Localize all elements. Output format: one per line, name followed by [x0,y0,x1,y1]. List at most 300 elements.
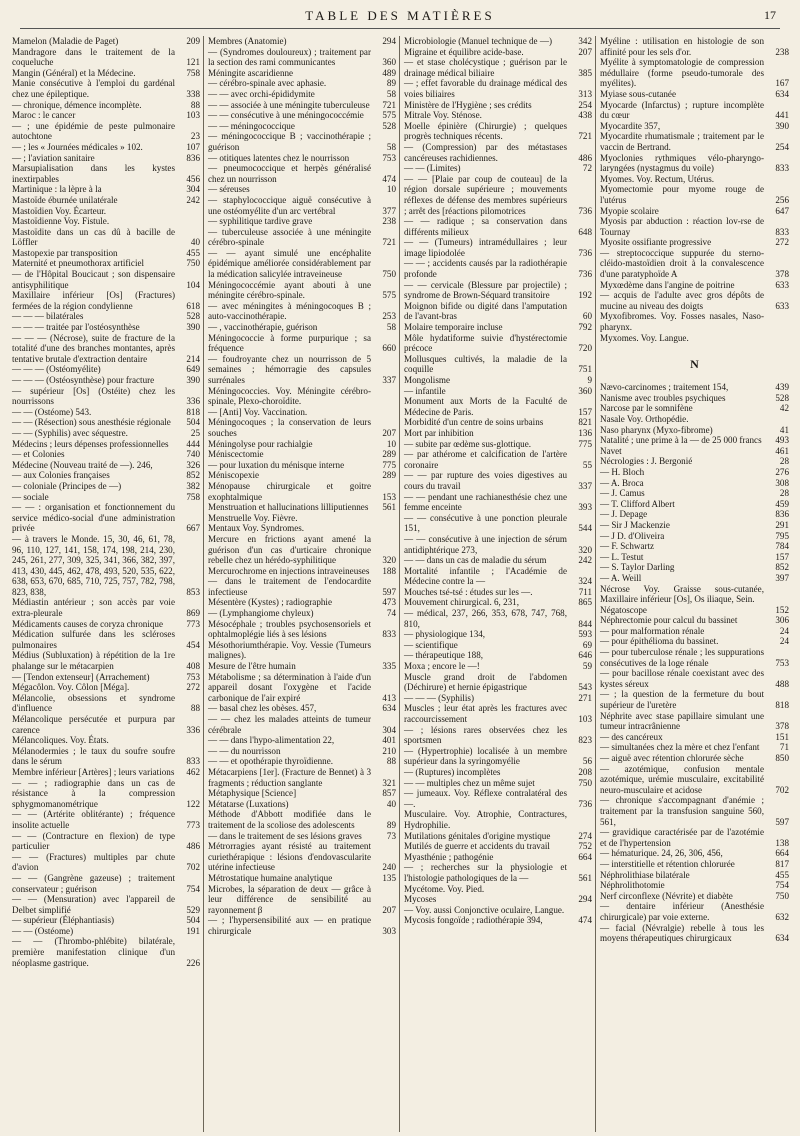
index-entry [600,248,789,280]
index-entry [208,47,396,68]
page-reference: 821 [578,417,592,428]
index-entry [12,449,200,460]
index-entry [208,89,396,100]
index-entry [208,195,396,216]
index-entry [208,121,396,132]
entry-text: Membre inférieur [Artères] ; leurs variations [12,766,175,777]
entry-text: Myocardite 357, [600,120,661,131]
entry-text: Myomes. Voy. Rectum, Utérus. [600,173,715,184]
entry-text: Nerf circonflexe (Névrite) et diabète [600,890,733,901]
page-reference: 634 [382,703,396,714]
page-reference: 10 [386,184,396,195]
index-entry [404,629,592,640]
index-entry [12,258,200,269]
index-entry [12,767,200,778]
entry-text: Myxomes. Voy. Langue. [600,332,689,343]
index-entry [404,449,592,470]
page-reference: 390 [186,375,200,385]
index-entry [208,873,396,884]
index-entry [12,682,200,693]
index-entry [12,333,200,365]
index-entry [208,523,396,534]
page-reference: 667 [186,523,200,534]
entry-text: — à travers le Monde. 15, 30, 46, 61, 78, 96, 110, 127, 141, 158, 174, 198, 214, 230, 245, 261, 277, 309, 325, 341, 366, 382, 397, 413, 430, 445, 462, 478, 493, 520, 535, 622, 638, 653, 670, 685, 710, 725, 757, 782, 798, 823, 838, [12,533,175,597]
page-reference: 504 [186,915,200,926]
index-entry [12,100,200,111]
index-entry [208,407,396,418]
entry-text: — scientifique [404,639,458,650]
entry-text: — — dans un cas de maladie du sérum [404,555,547,566]
index-entry [12,407,200,418]
entry-text: Mortalité infantile ; l'Académie de Médecine contre la — [404,565,567,587]
index-entry [600,153,789,174]
index-entry [208,227,396,248]
entry-text: Métabolisme ; sa détermination à l'aide d'un appareil dosant l'oxygène et l'acide carbonique de l'air expiré [208,671,371,703]
entry-text: Mort par inhibition [404,427,474,438]
index-entry [208,788,396,799]
index-entry [404,852,592,863]
index-entry [404,301,592,322]
index-entry [404,831,592,842]
index-entry [208,608,396,619]
page-reference: 852 [186,470,200,481]
page-reference: 597 [382,586,396,597]
index-entry [12,460,200,471]
index-entry [208,566,396,577]
index-entry [12,492,200,503]
entry-text: Mollusques cultivés, la maladie de la coquille [404,353,567,375]
entry-text: — streptococcique suppurée du sterno-cléido-mastoïdien droit à la convalescence d'une paratyphoïde A [600,247,764,280]
index-entry [208,809,396,830]
entry-text: Myiase sous-cutanée [600,88,677,99]
index-entry [208,756,396,767]
index-entry [12,831,200,852]
page-reference: 474 [382,173,396,184]
index-entry [600,605,789,616]
entry-text: — — (Syphilis) avec séquestre. [12,427,128,438]
index-entry [404,841,592,852]
index-entry [600,732,789,743]
page-reference: 151 [775,731,789,742]
entry-text: Nécrose Voy. Graisse sous-cutanée, Maxillaire inférieur [Os], Os iliaque, Sein. [600,583,764,605]
page-reference: 736 [578,798,592,809]
index-entry [600,174,789,185]
page-reference: 338 [186,88,200,99]
entry-text: Moelle épinière (Chirurgie) ; quelques progrès techniques récents. [404,120,567,142]
index-entry [404,333,592,354]
index-entry [208,481,396,502]
page-reference: 753 [775,657,789,668]
page-reference: 337 [578,480,592,491]
entry-text: — A. Weill [600,572,642,583]
entry-text: — — ; radiographie dans un cas de résistance à la compression sphygmomanométrique [12,777,175,809]
entry-text: Moxa ; encore le —! [404,661,480,672]
page-reference: 336 [186,396,200,407]
page-reference: 320 [382,555,396,566]
entry-text: Méningolyse pour rachialgie [208,438,313,449]
index-entry [600,923,789,944]
page-reference: 439 [775,382,789,393]
page-reference: 455 [775,869,789,880]
index-entry [12,311,200,322]
page-reference: 632 [775,911,789,922]
entry-text: Métacarpiens [1er]. (Fracture de Bennet) à 3 fragments ; réduction sanglante [208,766,371,788]
index-entry [404,809,592,830]
index-entry [404,322,592,333]
entry-text: Nasale Voy. Orthopédie. [600,414,689,424]
index-entry [208,884,396,916]
page-reference: 242 [186,194,200,205]
entry-text: — chronique, démence incomplète. [12,99,142,110]
entry-text: — acquis de l'adulte avec gros dépôts de mucine au niveau des doigts [600,290,764,311]
index-entry [208,280,396,301]
entry-text: Nécrologies : J. Bergonié [600,456,693,467]
page-reference: 795 [775,530,789,541]
index-columns [8,36,794,1132]
entry-text: — — (Mensuration) avec l'appareil de Delbet simplifié [12,894,175,915]
page-reference: 634 [775,88,789,99]
index-entry [600,206,789,217]
page-reference: 853 [186,586,200,597]
entry-text: — — — (Ostéosynthèse) pour fracture [12,375,155,385]
entry-text: Néphrolithiase bilatérale [600,869,690,880]
page-reference: 69 [582,639,592,650]
entry-text: Mycoses [404,894,437,905]
entry-text: Mésocéphale ; troubles psychosensoriels et ophtalmoplégie liés à ses lésions [208,618,371,640]
page-reference: 209 [186,36,200,46]
index-entry [208,714,396,735]
index-entry [600,573,789,584]
index-entry [404,746,592,767]
page-reference: 721 [382,99,396,110]
section-letter: N [690,357,699,372]
entry-text: — — (Fractures) multiples par chute d'avion [12,851,175,873]
index-entry [404,386,592,397]
index-entry [12,809,200,830]
index-entry [600,393,789,404]
index-entry [404,36,592,47]
index-entry [208,68,396,79]
entry-text: — , vaccinothérapie, guérison [208,322,318,333]
index-entry [600,280,789,291]
page-reference: 454 [186,639,200,650]
page-reference: 253 [382,311,396,322]
page-reference: 474 [578,915,592,926]
page-reference: 833 [382,629,396,640]
index-entry [12,619,200,630]
page-reference: 342 [578,36,592,46]
page-number: 17 [764,8,776,22]
index-entry [12,142,200,153]
entry-text: — ; recherches sur la physiologie et l'histologie pathologiques de la — [404,862,567,883]
page-reference: 753 [382,152,396,163]
entry-text: Médiastin antérieur ; son accès par voie extra-pleurale [12,597,175,619]
page-reference: 648 [578,226,592,237]
index-entry [404,915,592,926]
page-reference: 721 [382,237,396,248]
index-entry [404,555,592,566]
index-entry [404,513,592,534]
entry-text: Maxillaire inférieur [Os] (Fractures) fermées de la région condylienne [12,290,175,311]
index-column-1 [8,36,204,1132]
index-entry [208,78,396,89]
page-reference: 153 [382,491,396,502]
index-entry [404,587,592,598]
page-reference: 41 [779,424,789,435]
entry-text: — — multiples chez un même sujet [404,777,535,788]
entry-text: — dans le traitement de l'endocardite infectieuse [208,576,371,597]
page-reference: 336 [186,724,200,735]
page-reference: 754 [186,883,200,894]
entry-text: — dans le traitement de ses lésions graves [208,830,362,841]
index-entry [600,435,789,446]
page-reference: 214 [186,353,200,364]
entry-text: — (Hypertrophie) localisée à un membre supérieur dans la syringomyélie [404,745,567,767]
index-entry [12,439,200,450]
page-reference: 256 [775,194,789,205]
index-entry [404,428,592,439]
page-reference: 152 [775,604,789,615]
page-reference: 28 [779,488,789,499]
page-reference: 135 [382,872,396,883]
entry-text: — pneumococcique et herpès généralisé chez un nourrisson [208,163,371,184]
entry-text: Mastoïdite dans un cas dû à bacille de Löffler [12,226,175,248]
entry-text: — foudroyante chez un nourrisson de 5 semaines ; hémorragie des capsules surrénales [208,353,371,385]
index-entry [208,661,396,672]
page-reference: 385 [578,67,592,78]
entry-text: Mésentère (Kystes) ; radiographie [208,597,332,608]
entry-text: Mercure en frictions ayant amené la guérison d'un cas d'urticaire chronique rebelle chez un hérédo-syphilitique [208,533,371,566]
page-reference: 324 [578,576,592,587]
index-entry [600,184,789,205]
page-reference: 89 [386,78,396,89]
index-entry [600,647,789,668]
index-entry [208,248,396,280]
page-reference: 74 [386,608,396,619]
index-entry [208,36,396,47]
page-reference: 486 [578,152,592,163]
page-reference: 740 [186,449,200,460]
page-reference: 817 [775,858,789,869]
entry-text: — (Compression) par des métastases cancéreuses rachidiennes. [404,141,567,163]
index-entry [600,615,789,626]
index-entry [208,163,396,184]
entry-text: Métaphysique [Science] [208,788,297,799]
page-reference: 191 [186,925,200,936]
page-reference: 852 [775,562,789,573]
entry-text: — simultanées chez la mère et chez l'enfant [600,742,760,753]
entry-text: — staphylococcique aiguë consécutive à une ostéomyélite d'un arc vertébral [208,194,371,216]
page-reference: 291 [775,519,789,530]
page-reference: 88 [386,756,396,767]
entry-text: Mutilés de guerre et accidents du travail [404,841,550,852]
index-entry [208,915,396,936]
index-entry [208,597,396,608]
page-reference: 773 [186,819,200,830]
page-reference: 210 [382,745,396,756]
entry-text: Mangin (Général) et la Médecine. [12,67,136,78]
page-reference: 561 [382,502,396,513]
entry-text: — — par rupture des voies digestives au cours du travail [404,470,567,491]
page-reference: 88 [190,99,200,110]
entry-text: — — consécutive à une méningococcémie [208,110,364,121]
entry-text: — — méningococcique [208,120,295,131]
entry-text: — ; les « Journées médicales » 102. [12,141,143,152]
page-reference: 276 [775,466,789,477]
index-entry [404,439,592,450]
entry-text: Môle hydatiforme suivie d'hystérectomie précoce [404,332,567,354]
index-entry [208,502,396,513]
page-reference: 528 [382,120,396,131]
entry-text: — — (Gangrène gazeuse) ; traitement conservateur ; guérison [12,872,175,894]
entry-text: Mélanodermies ; le taux du soufre soufre dans le sérum [12,745,175,767]
page-reference: 103 [578,714,592,724]
page-reference: 833 [186,756,200,767]
page-reference: 58 [386,88,396,99]
entry-text: Mutilations génitales d'origine mystique [404,830,551,841]
entry-text: Myoclonies rythmiques vélo-pharyngo-laryngées (nystagmus du voile) [600,152,764,174]
index-entry [600,509,789,520]
entry-text: Muscle grand droit de l'abdomen (Déchirure) et hernie épigastrique [404,671,567,693]
page-reference: 294 [382,36,396,46]
index-entry [208,216,396,227]
index-entry [600,531,789,542]
entry-text: — par athérome et calcification de l'artère coronaire [404,449,567,470]
page-reference: 240 [382,862,396,873]
page-reference: 192 [578,290,592,301]
index-entry [600,290,789,311]
index-entry [404,608,592,629]
index-entry [208,534,396,566]
index-entry [600,121,789,132]
page-reference: 754 [775,880,789,891]
page-reference: 459 [775,498,789,509]
index-entry [404,693,592,704]
page-reference: 401 [382,735,396,746]
page-reference: 289 [382,449,396,460]
entry-text: Mastoïde éburnée unilatérale [12,194,118,205]
index-entry [404,788,592,809]
page-reference: 633 [775,279,789,290]
index-entry [600,36,789,57]
page-reference: 238 [775,46,789,57]
index-entry [208,799,396,810]
page-reference: 784 [775,541,789,552]
entry-text: Mandragore dans le traitement de la coqueluche [12,46,175,68]
entry-text: Mégacôlon. Voy. Côlon [Méga]. [12,682,130,693]
page-reference: 850 [775,753,789,763]
index-entry [12,852,200,873]
index-entry [208,449,396,460]
index-entry [208,460,396,471]
page-reference: 88 [190,703,200,714]
index-entry [208,470,396,481]
page-reference: 238 [382,216,396,227]
index-entry [208,100,396,111]
index-entry [600,57,789,89]
page-reference: 188 [382,565,396,576]
page-reference: 226 [186,957,200,968]
index-entry [600,689,789,710]
entry-text: Navet [600,445,622,456]
index-entry [404,778,592,789]
index-entry [404,174,592,216]
entry-text: Médication sulfurée dans les scléroses pulmonaires [12,629,175,650]
index-entry [12,693,200,714]
page-reference: 857 [382,788,396,799]
page-reference: 40 [386,798,396,809]
page-reference: 103 [186,110,200,121]
index-column-3 [400,36,596,1132]
entry-text: — — chez les malades atteints de tumeur cérébrale [208,714,371,735]
entry-text: — Sir J Mackenzie [600,519,670,530]
page-reference: 461 [775,445,789,456]
entry-text: — supérieur (Éléphantiasis) [12,915,115,926]
entry-text: Méningococcies. Voy. Méningite cérébro-spinale, Plexo-choroïdite. [208,385,371,407]
entry-text: Mastopexie par transposition [12,247,118,258]
index-entry [600,237,789,248]
page-reference: 489 [382,67,396,78]
entry-text: — supérieur [Os] (Ostéite) chez les nourrissons [12,385,175,407]
index-entry [12,375,200,386]
page-reference: 23 [190,131,200,142]
index-entry [404,650,592,661]
page-reference: 818 [775,700,789,711]
page-reference: 597 [775,816,789,827]
index-entry [404,566,592,587]
entry-text: — Voy. aussi Conjonctive oculaire, Langue. [404,904,565,915]
entry-text: — physiologique 134, [404,629,486,640]
index-entry [600,382,789,393]
page-reference: 71 [779,742,789,753]
page-reference: 390 [775,120,789,131]
index-entry [208,153,396,164]
index-entry [12,227,200,248]
index-entry [404,121,592,142]
index-entry [208,322,396,333]
entry-text: Mouches tsé-tsé : études sur les —. [404,586,533,597]
entry-text: — chronique s'accompagnant d'anémie ; traitement par la transfusion sanguine 560, 561, [600,795,764,827]
index-entry [12,290,200,311]
page-reference: 486 [186,841,200,852]
entry-text: Narcose par le somnifène [600,403,693,414]
page-reference: 10 [386,438,396,449]
index-entry [12,184,200,195]
entry-text: Mélancolique persécutée et purpura par carence [12,714,175,735]
index-entry [12,629,200,650]
index-entry [12,894,200,915]
entry-text: — dentaire inférieur (Anesthésie chirurgicale) par voie externe. [600,901,764,922]
entry-text: Métatarse (Luxations) [208,798,289,809]
index-entry [404,661,592,672]
entry-text: — gravidique caractérisée par de l'azotémie et de l'hypertension [600,827,764,848]
page-reference: 702 [186,862,200,873]
page-reference: 25 [190,427,200,438]
entry-text: — A. Broca [600,477,644,488]
page-reference: 274 [578,830,592,841]
page-reference: 89 [386,819,396,830]
page-reference: 55 [582,459,592,470]
page-reference: 272 [186,682,200,693]
page-reference: 413 [382,692,396,703]
page-reference: 254 [775,141,789,152]
entry-text: Maternité et pneumothorax artificiel [12,258,145,269]
index-column-4 [596,36,792,1132]
entry-text: Muscles ; leur état après les fractures avec raccourcissement [404,703,567,724]
page-reference: 207 [382,427,396,438]
entry-text: — otitiques latentes chez le nourrisson [208,152,350,163]
index-entry [12,534,200,598]
